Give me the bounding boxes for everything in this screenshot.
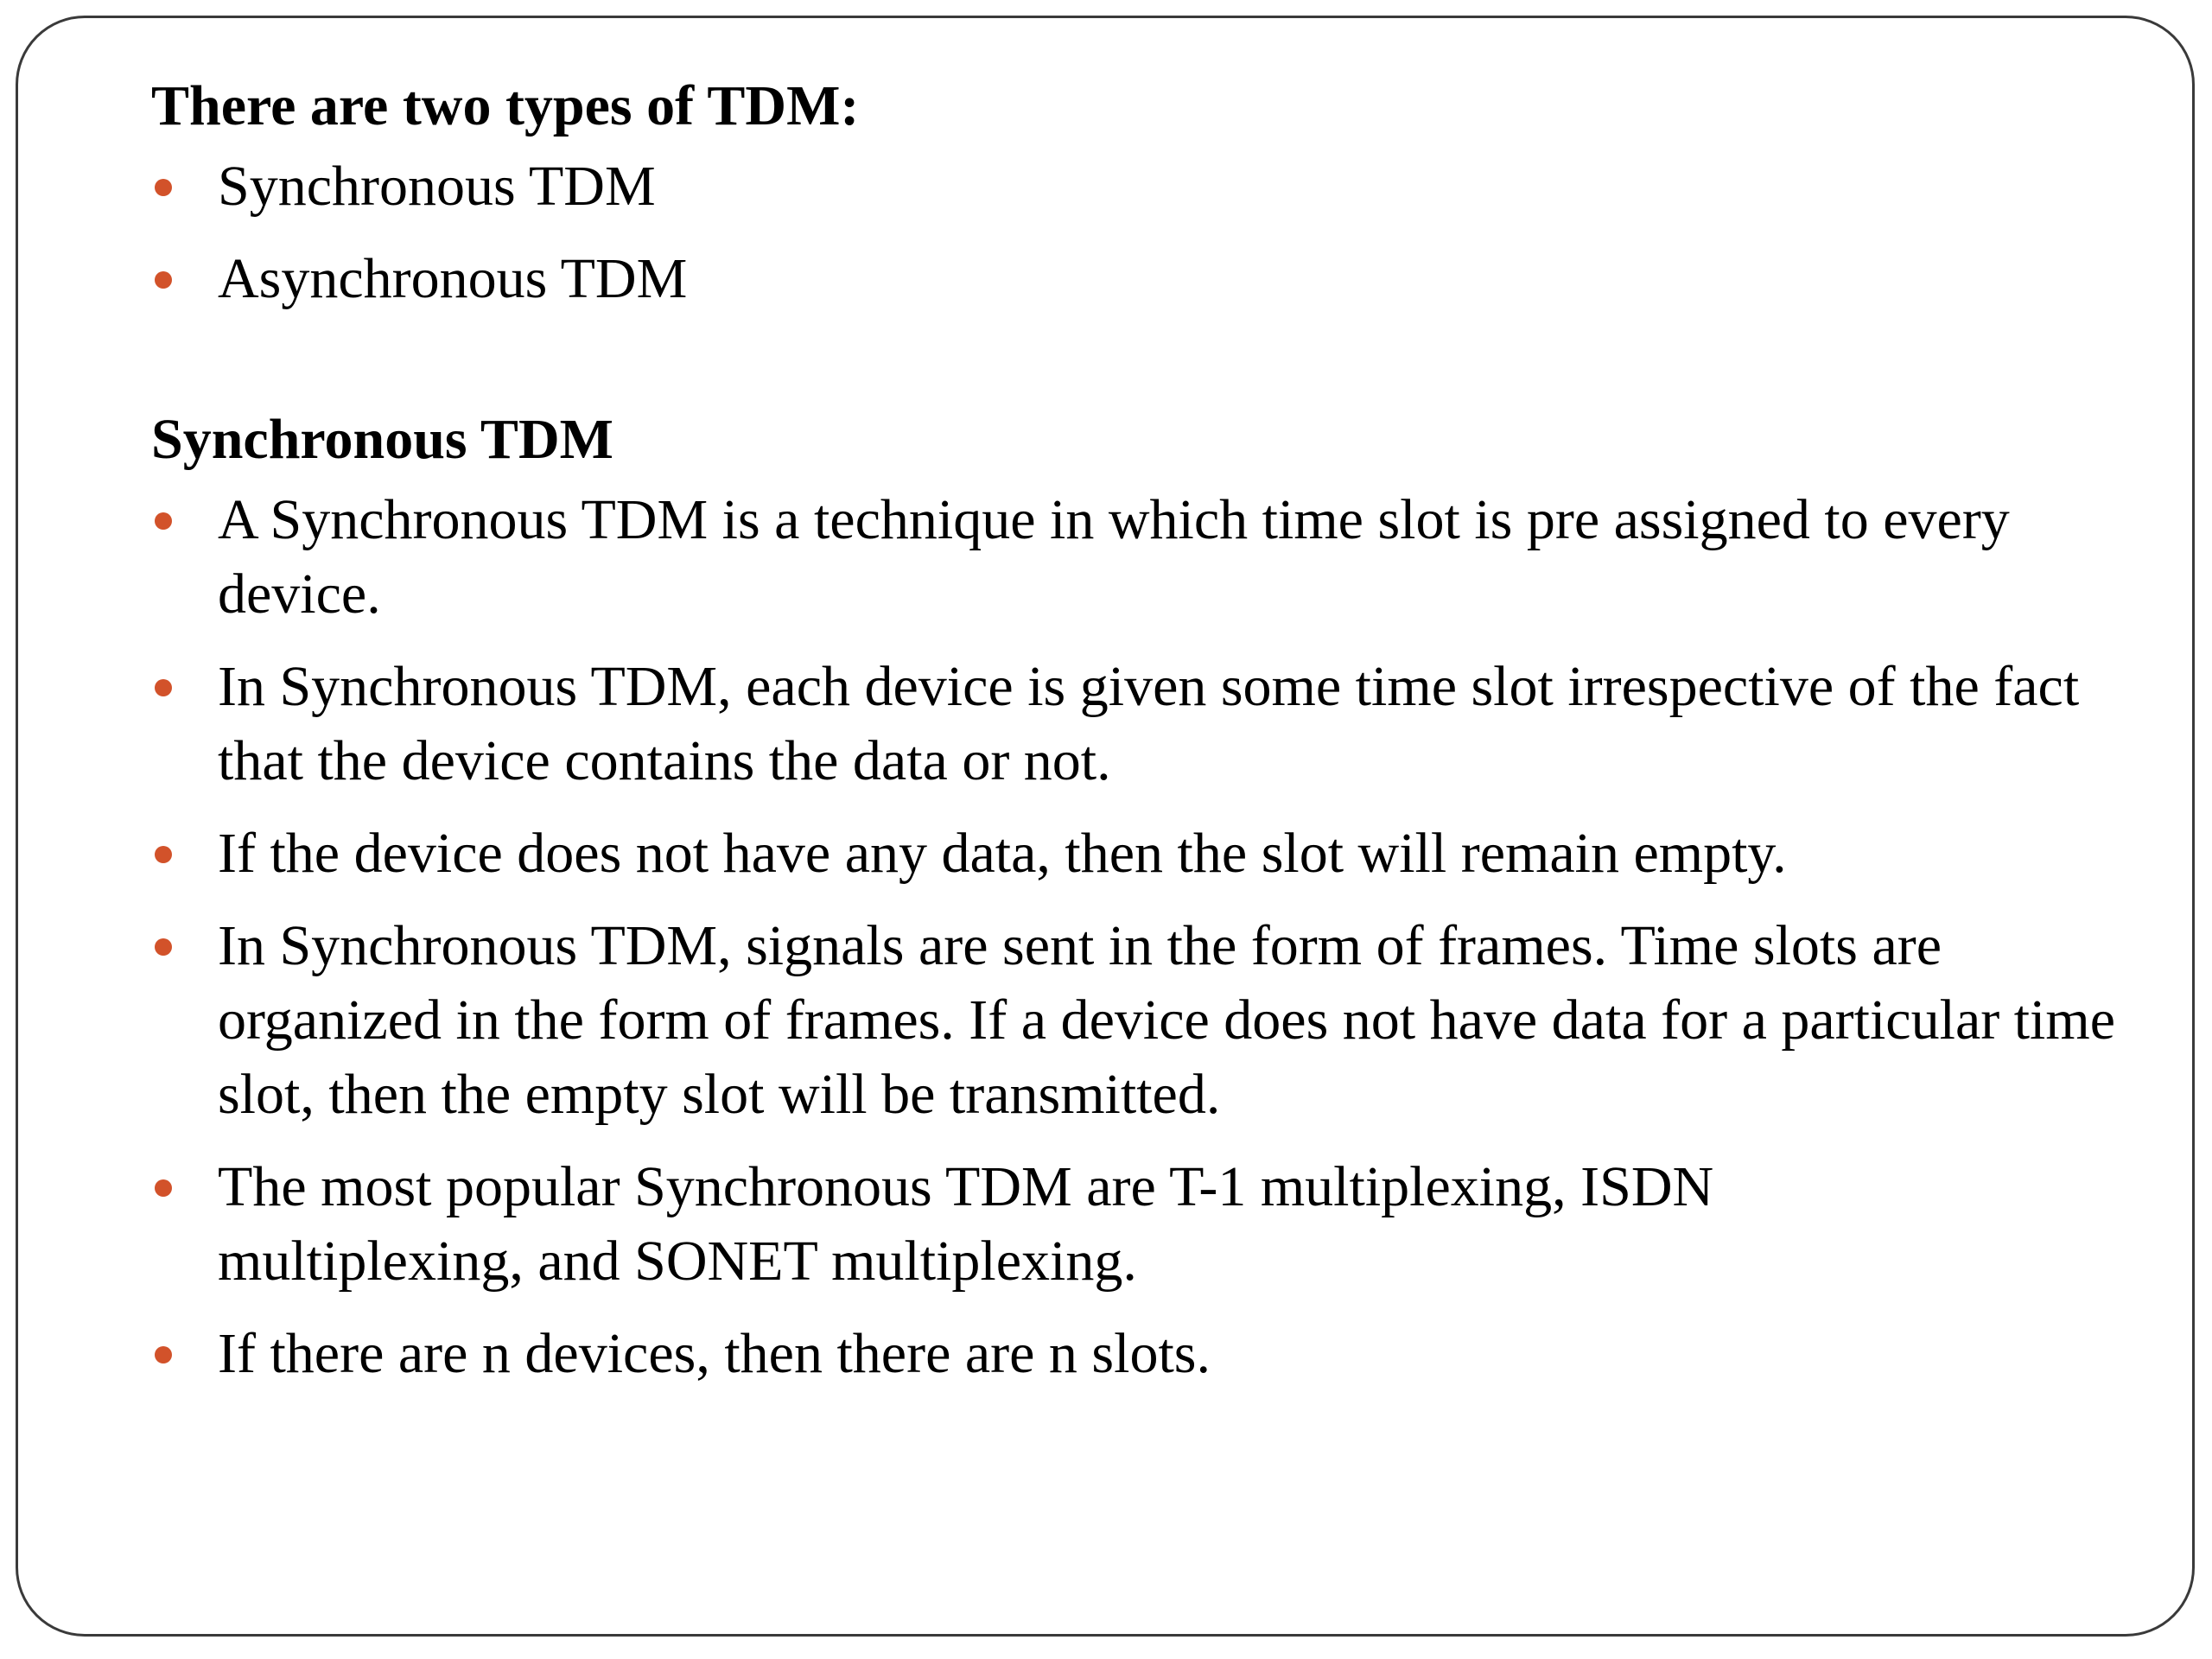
bullet-dot-icon — [155, 846, 172, 863]
list-item — [151, 483, 2075, 632]
list-item-text: The most popular Synchronous TDM are T-1 multiplexing, ISDN multiplexing, and SONET multiplexing. — [218, 1155, 1714, 1293]
list-item — [151, 242, 2139, 316]
list-item — [151, 817, 2139, 891]
bullet-dot-icon — [155, 512, 172, 530]
types-list — [151, 149, 2139, 316]
bullet-dot-icon — [155, 1179, 172, 1197]
list-item-text: A Synchronous TDM is a technique in which time slot is pre assigned to every device. — [218, 488, 2010, 626]
list-item — [151, 1150, 1998, 1299]
bullet-dot-icon — [155, 1346, 172, 1363]
bullet-dot-icon — [155, 679, 172, 696]
list-item-text: If the device does not have any data, then the slot will remain empty. — [218, 822, 1787, 885]
list-item — [151, 650, 2119, 798]
slide-content — [151, 63, 2139, 1409]
list-item-text: Synchronous TDM — [218, 155, 656, 218]
bullet-dot-icon — [155, 179, 172, 196]
section-heading: Synchronous TDM — [151, 408, 613, 471]
list-item — [151, 1317, 2139, 1391]
list-item-text: In Synchronous TDM, signals are sent in the form of frames. Time slots are organized in the form of frames. If a device does not have data for a particular time slot, then the empty slot will be transmitted. — [218, 914, 2116, 1126]
list-item-text: In Synchronous TDM, each device is given some time slot irrespective of the fact that the device contains the data or not. — [218, 655, 2080, 792]
list-item — [151, 149, 2139, 224]
section-spacer — [151, 334, 2139, 397]
types-heading: There are two types of TDM: — [151, 74, 860, 137]
bullet-dot-icon — [155, 938, 172, 956]
slide-frame — [16, 16, 2195, 1637]
list-item — [151, 909, 2171, 1132]
bullet-dot-icon — [155, 271, 172, 289]
points-list — [151, 483, 2139, 1391]
list-item-text: If there are n devices, then there are n slots. — [218, 1322, 1211, 1385]
list-item-text: Asynchronous TDM — [218, 247, 688, 310]
